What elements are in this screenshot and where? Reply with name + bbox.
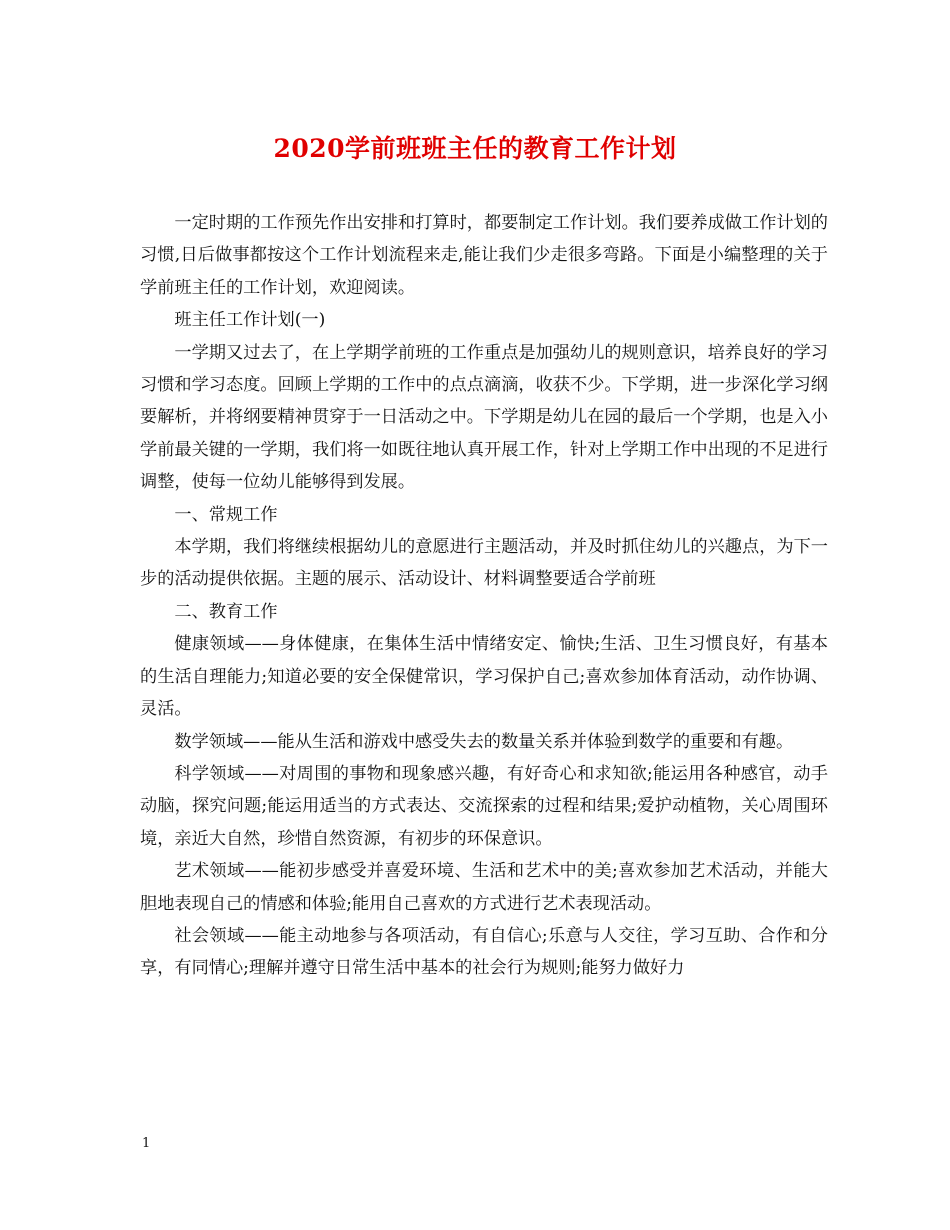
paragraph-routine-work: 本学期，我们将继续根据幼儿的意愿进行主题活动，并及时抓住幼儿的兴趣点，为下一步的活动提供依据。主题的展示、活动设计、材料调整要适合学前班 [140,537,828,590]
paragraph-social-domain: 社会领域——能主动地参与各项活动，有自信心;乐意与人交往，学习互助、合作和分享，有同情心;理解并遵守日常生活中基本的社会行为规则;能努力做好力 [140,925,828,979]
heading-education-work: 二、教育工作 [174,601,278,622]
paragraph-science-domain: 科学领域——对周围的事物和现象感兴趣，有好奇心和求知欲;能运用各种感官，动手动脑，探究问题;能运用适当的方式表达、交流探索的过程和结果;爱护动植物，关心周围环境，亲近大自然，珍惜自然资源，有初步的环保意识。 [140,763,828,849]
paragraph-math-domain: 数学领域——能从生活和游戏中感受失去的数量关系并体验到数学的重要和有趣。 [174,731,794,752]
heading-plan-one: 班主任工作计划(一) [174,310,326,331]
document-title: 2020学前班班主任的教育工作计划 [273,134,677,163]
page-number: 1 [142,1136,151,1151]
document-body [140,207,828,985]
paragraph-health-domain: 健康领域——身体健康，在集体生活中情绪安定、愉快;生活、卫生习惯良好，有基本的生活自理能力;知道必要的安全保健常识，学习保护自己;喜欢参加体育活动，动作协调、灵活。 [140,634,828,720]
paragraph-overview: 一学期又过去了，在上学期学前班的工作重点是加强幼儿的规则意识，培养良好的学习习惯和学习态度。回顾上学期的工作中的点点滴滴，收获不少。下学期，进一步深化学习纲要解析，并将纲要精神贯穿于一日活动之中。下学期是幼儿在园的最后一个学期，也是入小学前最关键的一学期，我们将一如既往地认真开展工作，针对上学期工作中出现的不足进行调整，使每一位幼儿能够得到发展。 [140,342,828,493]
paragraph-intro: 一定时期的工作预先作出安排和打算时，都要制定工作计划。我们要养成做工作计划的习惯,日后做事都按这个工作计划流程来走,能让我们少走很多弯路。下面是小编整理的关于学前班主任的工作计划，欢迎阅读。 [140,213,828,298]
heading-routine-work: 一、常规工作 [174,504,278,525]
paragraph-art-domain: 艺术领域——能初步感受并喜爱环境、生活和艺术中的美;喜欢参加艺术活动，并能大胆地表现自己的情感和体验;能用自己喜欢的方式进行艺术表现活动。 [140,861,828,914]
